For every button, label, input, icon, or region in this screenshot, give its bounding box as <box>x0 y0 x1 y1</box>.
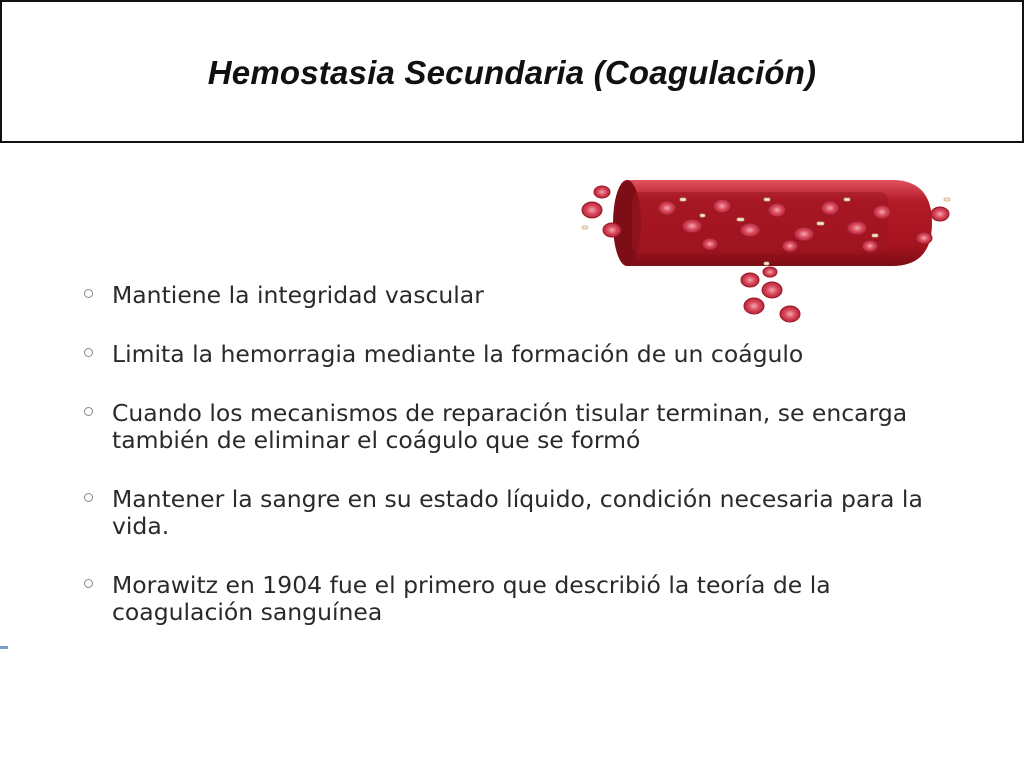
list-item <box>84 400 964 454</box>
bullet-list <box>84 282 964 626</box>
bullet-marker-icon <box>84 407 93 416</box>
edge-mark <box>0 646 8 649</box>
bullet-text: Cuando los mecanismos de reparación tisular terminan, se encarga también de eliminar el coágulo que se formó <box>112 399 908 454</box>
title-box <box>0 0 1024 143</box>
slide-title: Hemostasia Secundaria (Coagulación) <box>207 54 817 91</box>
list-item <box>84 341 964 368</box>
bullet-marker-icon <box>84 493 93 502</box>
list-item <box>84 282 964 309</box>
bullet-text: Mantiene la integridad vascular <box>112 281 484 309</box>
bullet-text: Mantener la sangre en su estado líquido, condición necesaria para la vida. <box>112 485 923 540</box>
bullet-marker-icon <box>84 289 93 298</box>
list-item <box>84 486 964 540</box>
bullet-marker-icon <box>84 579 93 588</box>
bullet-text: Morawitz en 1904 fue el primero que describió la teoría de la coagulación sanguínea <box>112 571 831 626</box>
bullet-marker-icon <box>84 348 93 357</box>
bullet-text: Limita la hemorragia mediante la formación de un coágulo <box>112 340 804 368</box>
list-item <box>84 572 964 626</box>
